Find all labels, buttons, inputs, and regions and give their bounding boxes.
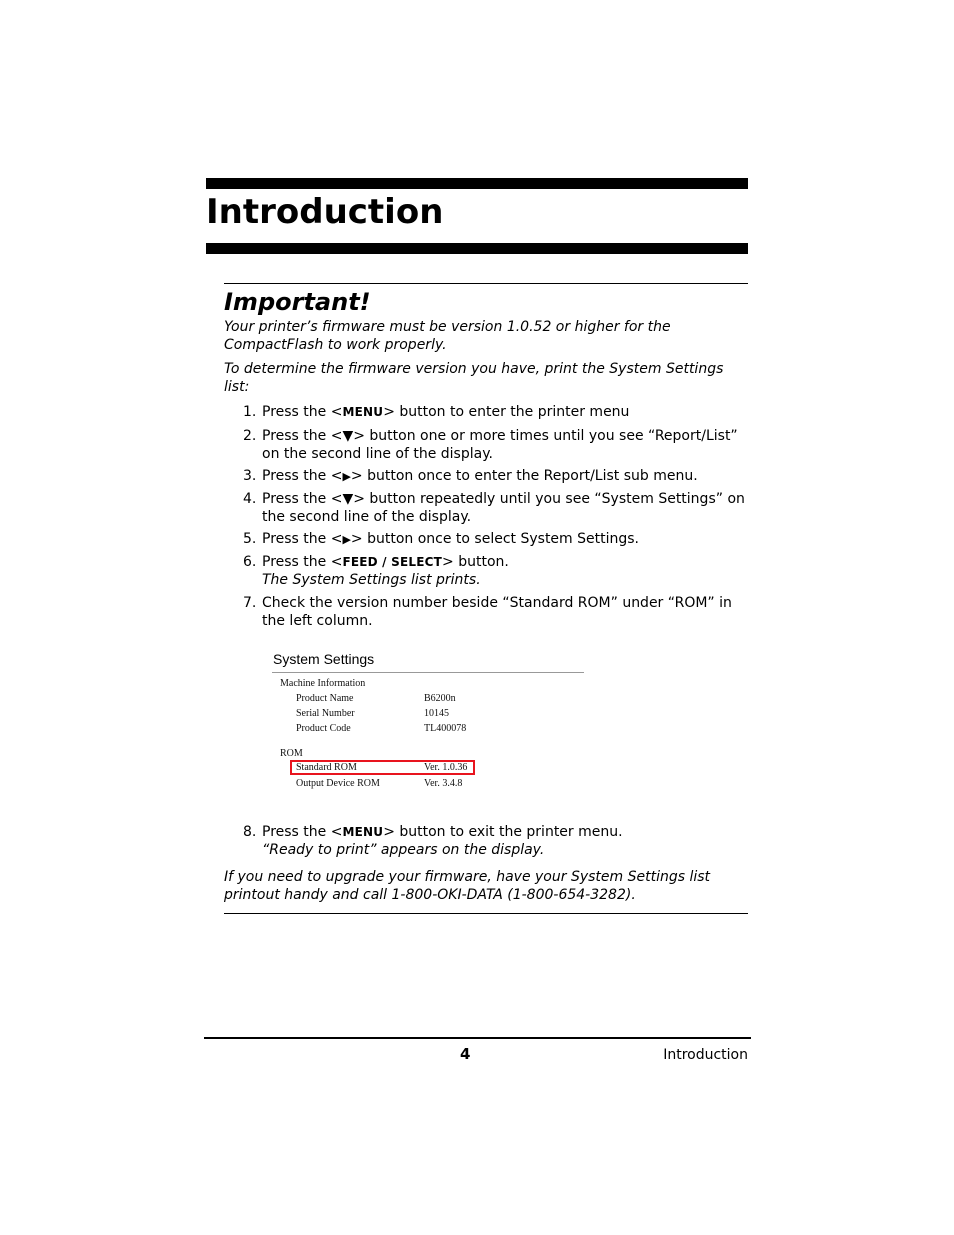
footer-rule: [204, 1037, 751, 1039]
printout-row-value: Ver. 1.0.36: [424, 762, 468, 773]
printout-row-value: TL400078: [424, 723, 467, 734]
list-item: 7. Check the version number beside “Standard ROM” under “ROM” in the left column.: [243, 595, 732, 629]
important-heading: Important!: [224, 288, 371, 316]
printout-row-value: B6200n: [424, 693, 456, 704]
system-settings-printout: [270, 648, 590, 798]
printout-row-value: Ver. 3.4.8: [424, 778, 463, 789]
chapter-title: Introduction: [206, 192, 444, 232]
right-arrow-icon: ▶: [342, 470, 351, 483]
down-arrow-icon: ▼: [342, 428, 354, 444]
right-arrow-icon: ▶: [342, 533, 351, 546]
list-item: 8. Press the <MENU> button to exit the printer menu. “Ready to print” appears on the display.: [243, 823, 753, 859]
printout-row-value: 10145: [424, 708, 449, 719]
list-item: 5. Press the <▶> button once to select System Settings.: [243, 531, 640, 547]
printout-row-label: Serial Number: [296, 708, 355, 719]
firmware-requirement-note: Your printer’s firmware must be version 1.0.52 or higher for the CompactFlash to work properly.: [224, 319, 671, 353]
chapter-top-bar: [206, 178, 748, 189]
step-result: “Ready to print” appears on the display.: [262, 842, 545, 858]
feed-select-key-label: FEED / SELECT: [342, 555, 443, 569]
list-item: 4. Press the <▼> button repeatedly until you see “System Settings” on the second line of the display.: [243, 491, 745, 525]
printout-row-label: Output Device ROM: [296, 778, 380, 789]
important-top-rule: [224, 283, 748, 284]
printout-rule: [272, 672, 584, 673]
chapter-bottom-bar: [206, 243, 748, 254]
printout-section-machine-info: Machine Information: [280, 678, 366, 689]
footer-section-title: Introduction: [663, 1047, 748, 1063]
list-item: 2. Press the <▼> button one or more times until you see “Report/List” on the second line of the display.: [243, 428, 738, 462]
printout-row-label: Product Name: [296, 693, 354, 704]
list-item: 3. Press the <▶> button once to enter the Report/List sub menu.: [243, 468, 698, 484]
menu-key-label: MENU: [342, 825, 384, 839]
page-number: 4: [460, 1045, 471, 1063]
printout-title: System Settings: [273, 651, 375, 667]
list-item: 1. Press the <MENU> button to enter the printer menu: [243, 404, 630, 420]
printout-row-label: Standard ROM: [296, 762, 357, 773]
printout-row-label: Product Code: [296, 723, 351, 734]
list-item: 6. Press the <FEED / SELECT> button. The System Settings list prints.: [243, 553, 753, 589]
printout-section-rom: ROM: [280, 748, 303, 759]
determine-firmware-note: To determine the firmware version you have, print the System Settings list:: [224, 361, 724, 395]
important-bottom-rule: [224, 913, 748, 914]
upgrade-contact-note: If you need to upgrade your firmware, have your System Settings list printout handy and call 1-800-OKI-DATA (1-800-654-3282).: [224, 869, 711, 903]
menu-key-label: MENU: [342, 405, 384, 419]
down-arrow-icon: ▼: [342, 491, 354, 507]
step-result: The System Settings list prints.: [262, 572, 481, 588]
